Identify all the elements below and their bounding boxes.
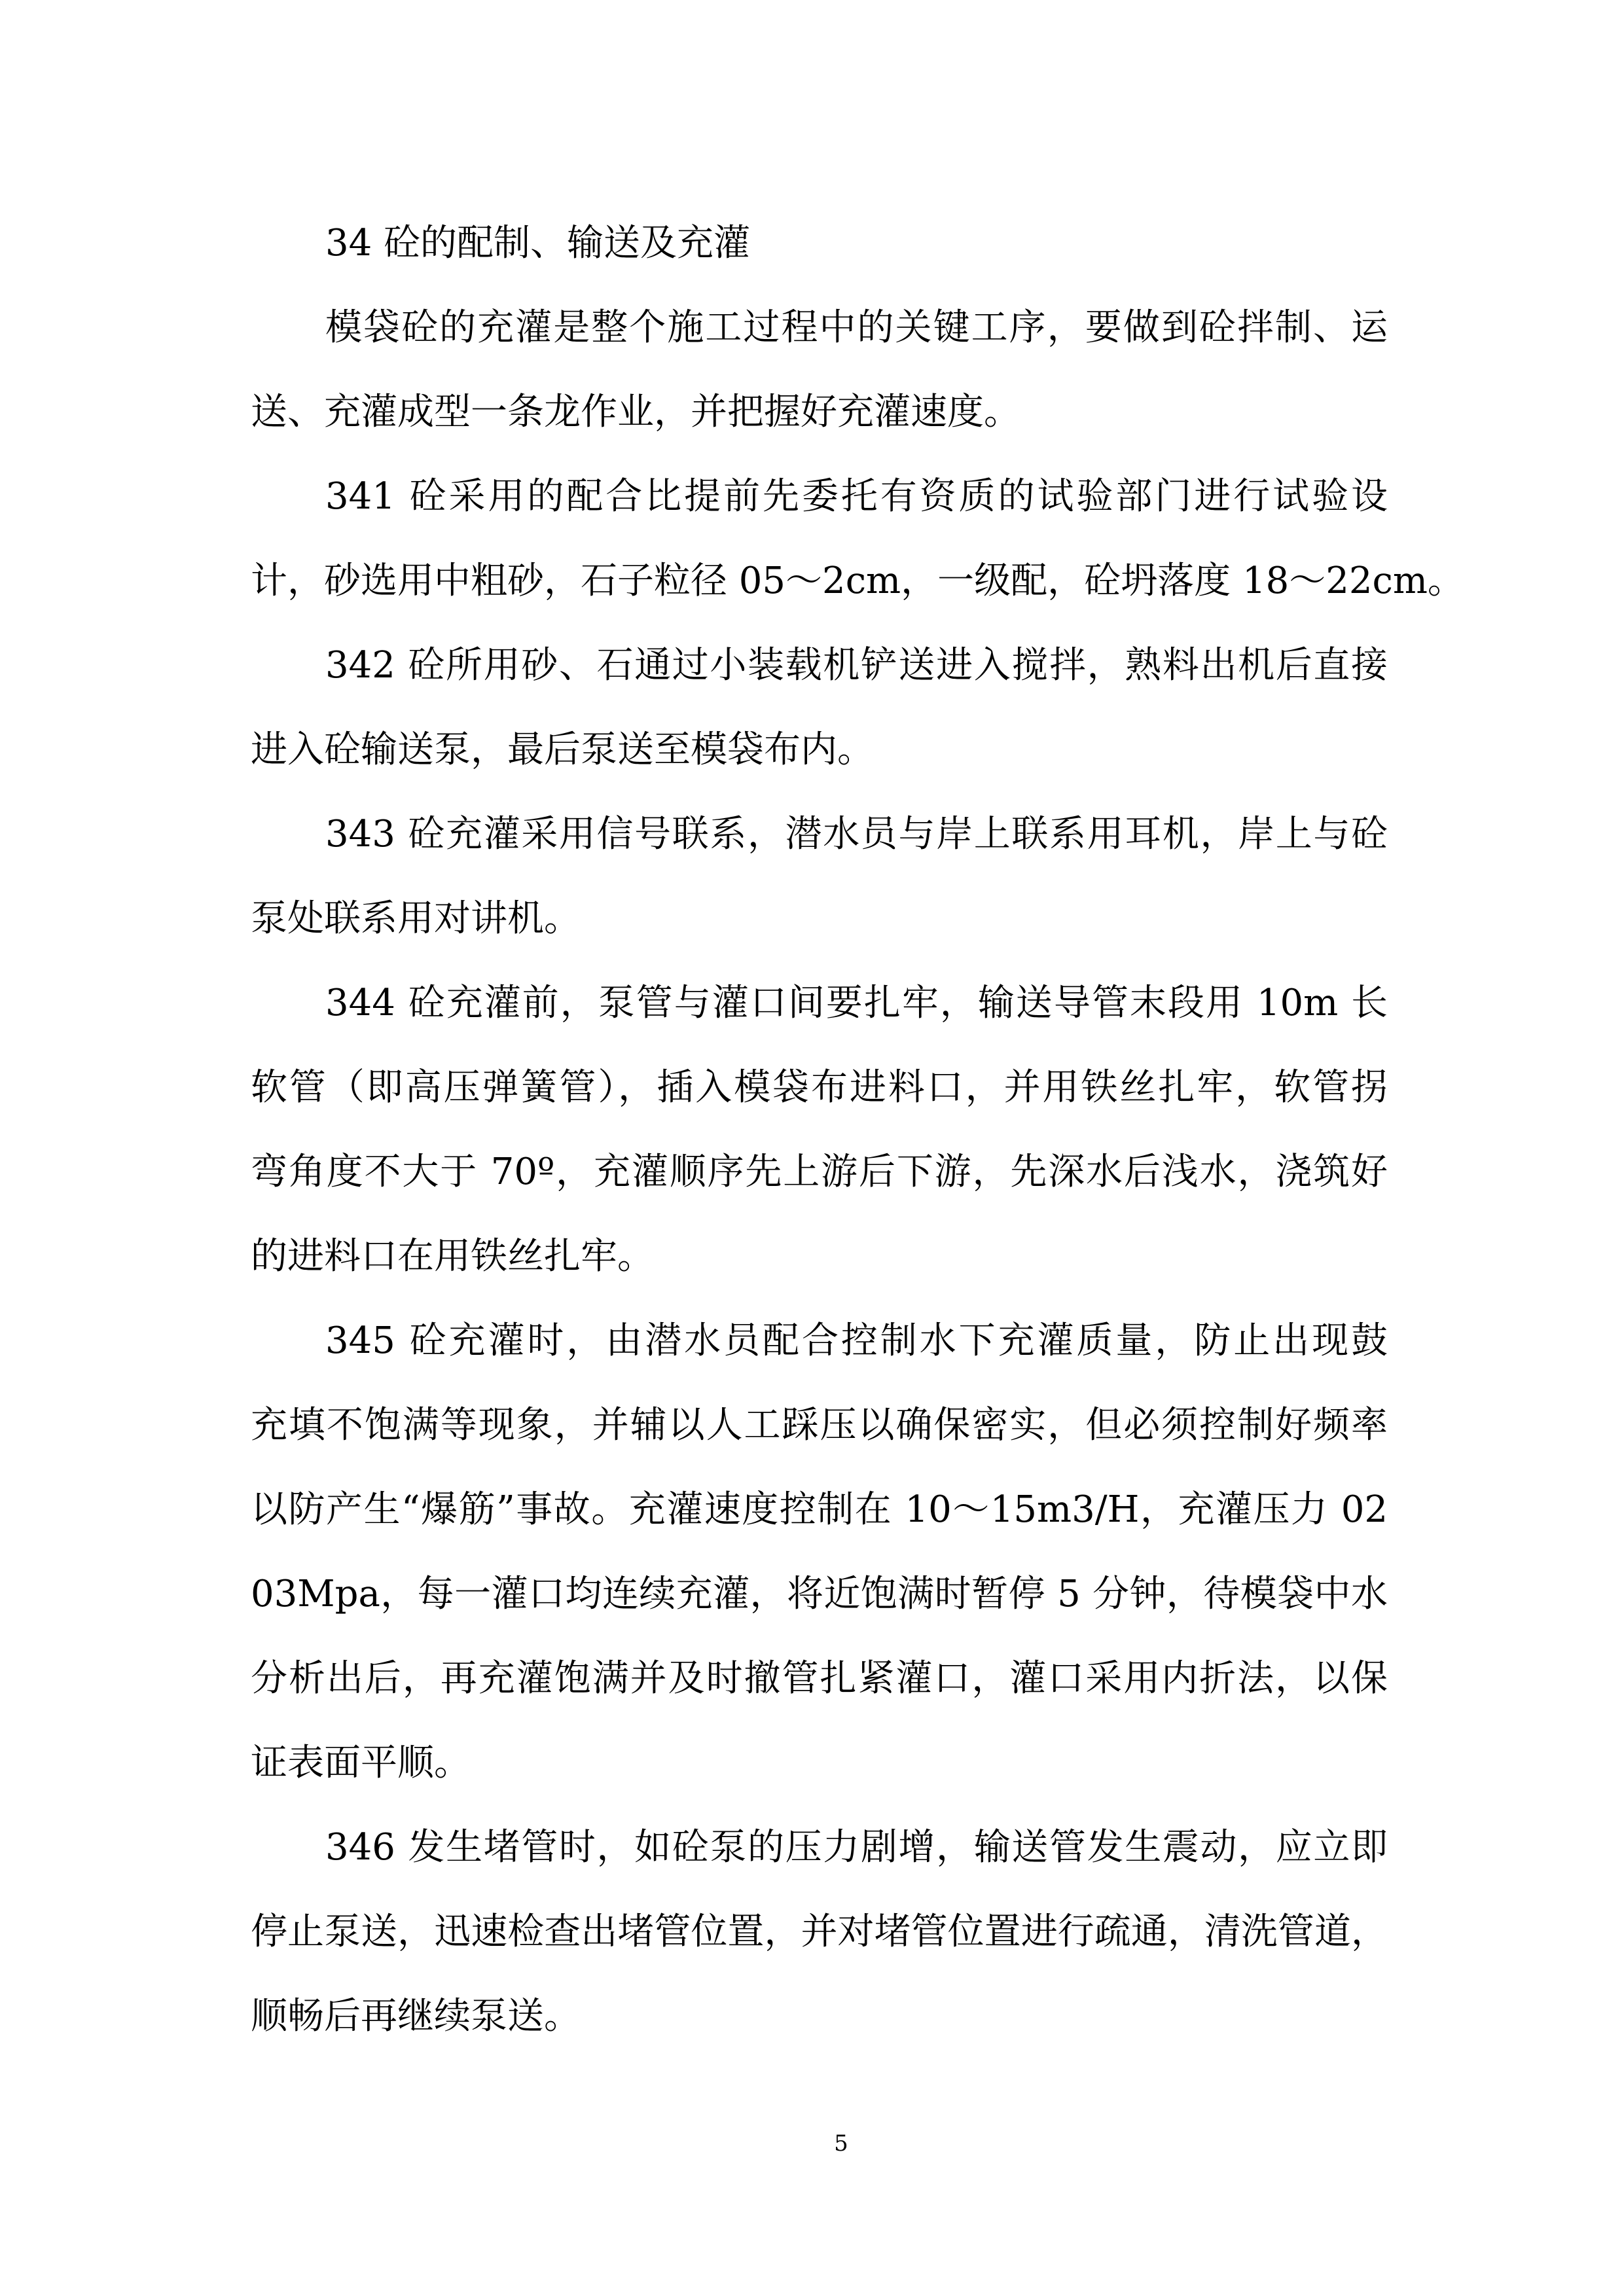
paragraph-line: 停止泵送，迅速检查出堵管位置，并对堵管位置进行疏通，清洗管道，	[251, 1910, 1388, 1953]
paragraph	[251, 623, 1388, 792]
paragraph	[251, 285, 1388, 454]
paragraph-line: 03Mpa，每一灌口均连续充灌，将近饱满时暂停 5 分钟，待模袋中水	[251, 1573, 1388, 1615]
paragraph-line: 344 砼充灌前，泵管与灌口间要扎牢，输送导管末段用 10m 长	[325, 982, 1388, 1024]
paragraph-line: 的进料口在用铁丝扎牢。	[251, 1235, 654, 1278]
paragraph	[251, 961, 1388, 1299]
paragraph-line: 分析出后，再充灌饱满并及时撤管扎紧灌口，灌口采用内折法，以保	[251, 1657, 1388, 1700]
paragraph-line: 顺畅后再继续泵送。	[251, 1995, 581, 2037]
paragraph	[251, 454, 1464, 623]
paragraph-line: 软管（即高压弹簧管），插入模袋布进料口，并用铁丝扎牢，软管拐	[251, 1066, 1388, 1109]
paragraph-line: 342 砼所用砂、石通过小装载机铲送进入搅拌，熟料出机后直接	[325, 644, 1388, 687]
document-body	[251, 201, 1464, 2058]
paragraph-line: 弯角度不大于 70º，充灌顺序先上游后下游，先深水后浅水，浇筑好	[251, 1151, 1388, 1193]
paragraph-line: 进入砼输送泵，最后泵送至模袋布内。	[251, 728, 874, 771]
paragraph	[251, 792, 1388, 961]
paragraph	[251, 1805, 1388, 2058]
paragraph-line: 送、充灌成型一条龙作业，并把握好充灌速度。	[251, 391, 1020, 433]
paragraph-line: 341 砼采用的配合比提前先委托有资质的试验部门进行试验设	[325, 475, 1388, 518]
page-number: 5	[834, 2130, 848, 2157]
paragraph	[251, 1299, 1388, 1805]
paragraph-line: 充填不饱满等现象，并辅以人工踩压以确保密实，但必须控制好频率	[251, 1404, 1388, 1446]
paragraph-line: 计，砂选用中粗砂，石子粒径 05～2cm，一级配，砼坍落度 18～22cm。	[251, 560, 1464, 602]
section-heading: 34 砼的配制、输送及充灌	[325, 222, 751, 264]
paragraph-line: 模袋砼的充灌是整个施工过程中的关键工序，要做到砼拌制、运	[325, 306, 1388, 349]
paragraph-line: 泵处联系用对讲机。	[251, 897, 581, 940]
paragraphs	[251, 285, 1464, 2058]
paragraph-line: 345 砼充灌时，由潜水员配合控制水下充灌质量，防止出现鼓	[325, 1319, 1388, 1362]
paragraph-line: 以防产生“爆筋”事故。充灌速度控制在 10～15m3/H，充灌压力 02	[251, 1488, 1388, 1531]
paragraph-line: 证表面平顺。	[251, 1742, 471, 1784]
paragraph-line: 343 砼充灌采用信号联系，潜水员与岸上联系用耳机，岸上与砼	[325, 813, 1388, 855]
paragraph-line: 346 发生堵管时，如砼泵的压力剧增，输送管发生震动，应立即	[325, 1826, 1388, 1869]
